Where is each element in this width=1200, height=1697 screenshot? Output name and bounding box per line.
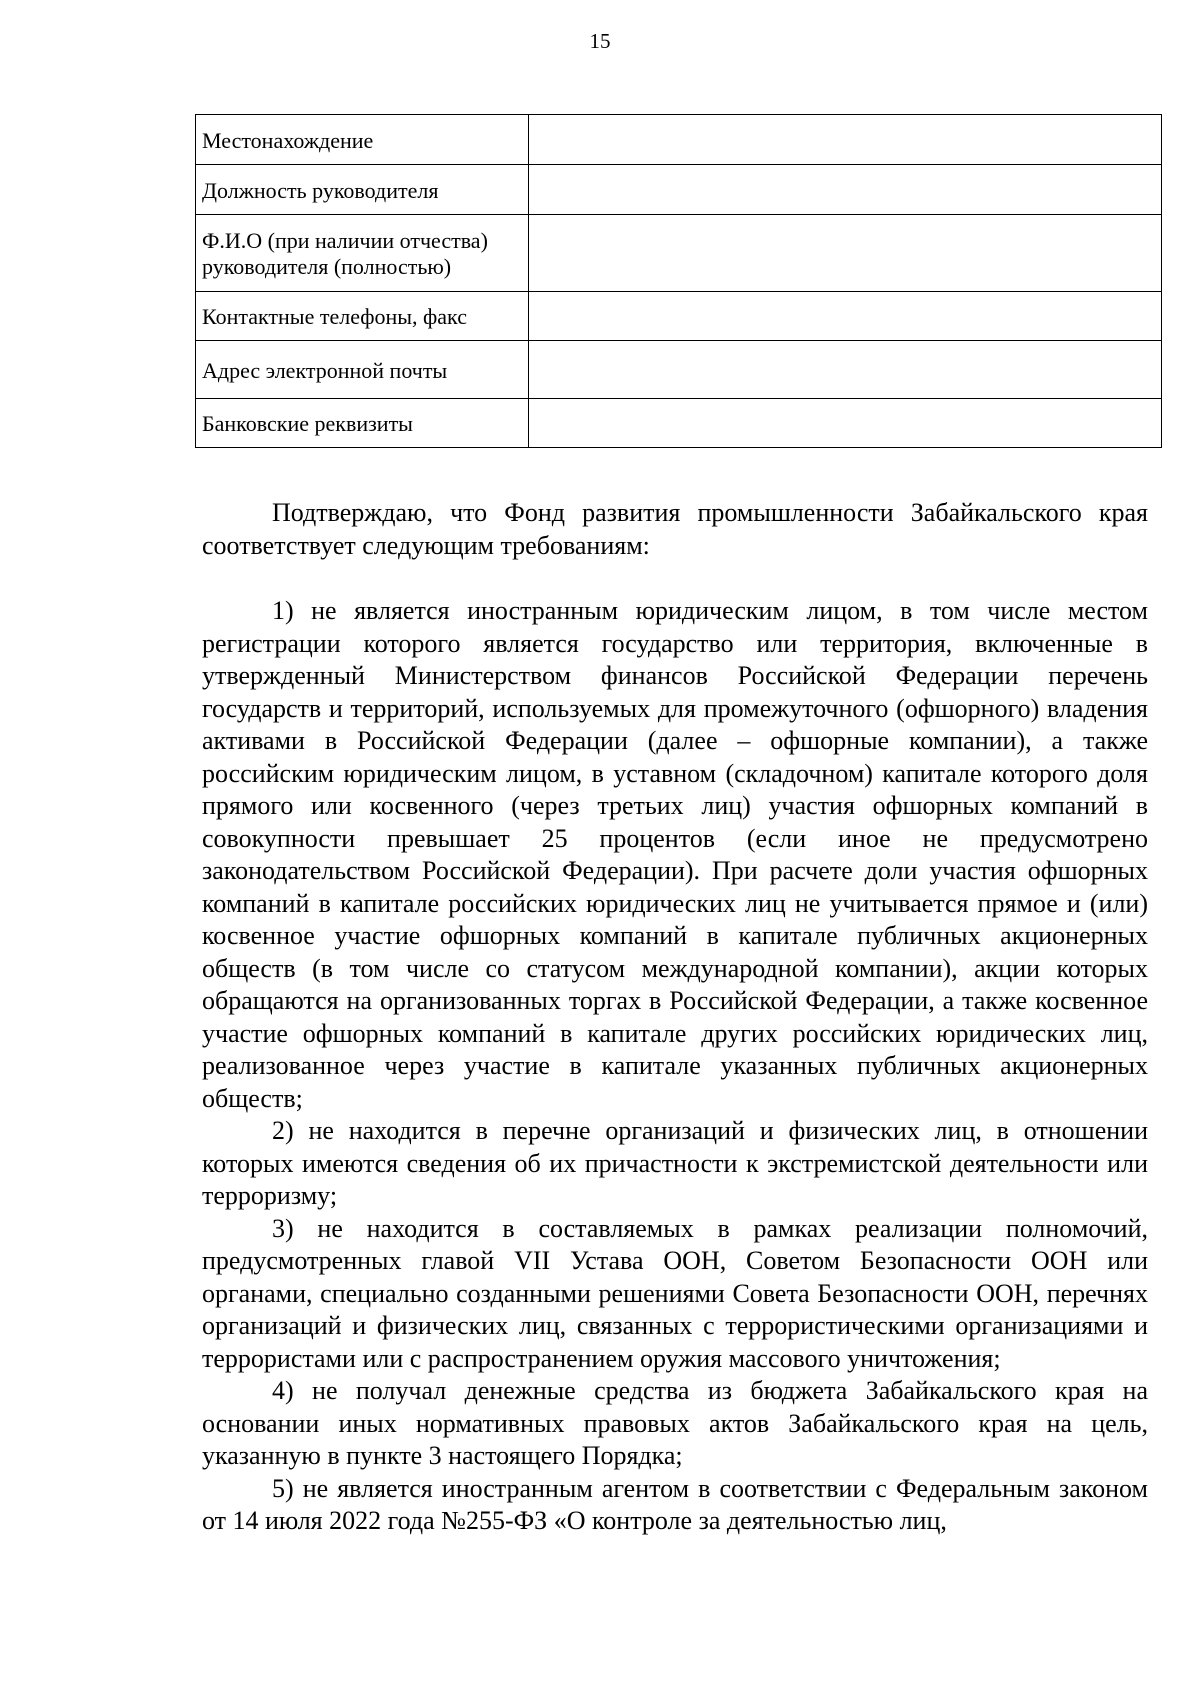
- row-label-location: Местонахождение: [196, 115, 529, 165]
- row-value-head-name[interactable]: [529, 215, 1162, 292]
- row-label-phones: Контактные телефоны, факс: [196, 292, 529, 341]
- organization-info-table: [195, 114, 1162, 448]
- requirement-item-5: 5) не является иностранным агентом в соответствии с Федеральным законом от 14 июля 2022 года №255-ФЗ «О контроле за деятельностью лиц,: [202, 1473, 1148, 1535]
- requirement-item-4: 4) не получал денежные средства из бюджета Забайкальского края на основании иных нормативных правовых актов Забайкальского края на цель, указанную в пункте 3 настоящего Порядка;: [202, 1376, 1148, 1470]
- table-row: [196, 292, 1162, 341]
- row-label-bank-details: Банковские реквизиты: [196, 399, 529, 448]
- page-number: 15: [589, 29, 611, 53]
- row-label-email: Адрес электронной почты: [196, 341, 529, 399]
- requirement-item-1: 1) не является иностранным юридическим лицом, в том числе местом регистрации которого является государство или территория, включенные в утвержденный Министерством финансов Российской Федерации перечень государств и территорий, используемых для промежуточного (офшорного) владения активами в Российской Федерации (далее – офшорные компании), а также российским юридическим лицом, в уставном (складочном) капитале которого доля прямого или косвенного (через третьих лиц) участия офшорных компаний в совокупности превышает 25 процентов (если иное не предусмотрено законодательством Российской Федерации). При расчете доли участия офшорных компаний в капитале российских юридических лиц не учитывается прямое и (или) косвенное участие офшорных компаний в капитале публичных акционерных обществ (в том числе со статусом международной компании), акции которых обращаются на организованных торгах в Российской Федерации, а также косвенное участие офшорных компаний в капитале других российских юридических лиц, реализованное через участие в капитале указанных публичных акционерных обществ;: [202, 596, 1148, 1113]
- table-row: [196, 115, 1162, 165]
- row-label-head-name: Ф.И.О (при наличии отчества) руководителя (полностью): [196, 215, 529, 292]
- requirement-item-2: 2) не находится в перечне организаций и физических лиц, в отношении которых имеются сведения об их причастности к экстремистской деятельности или терроризму;: [202, 1116, 1148, 1210]
- requirement-item-3: 3) не находится в составляемых в рамках реализации полномочий, предусмотренных главой VII Устава ООН, Советом Безопасности ООН или органами, специально созданными решениями Совета Безопасности ООН, перечнях организаций и физических лиц, связанных с террористическими организациями и террористами или с распространением оружия массового уничтожения;: [202, 1213, 1148, 1373]
- table-row: [196, 165, 1162, 215]
- row-value-location[interactable]: [529, 115, 1162, 165]
- intro-paragraph: Подтверждаю, что Фонд развития промышленности Забайкальского края соответствует следующим требованиям:: [202, 498, 1148, 560]
- table-row: [196, 215, 1162, 292]
- body-text: [202, 497, 1148, 1538]
- table-row: [196, 341, 1162, 399]
- table-row: [196, 399, 1162, 448]
- row-label-head-position: Должность руководителя: [196, 165, 529, 215]
- row-value-phones[interactable]: [529, 292, 1162, 341]
- row-value-head-position[interactable]: [529, 165, 1162, 215]
- row-value-email[interactable]: [529, 341, 1162, 399]
- row-value-bank-details[interactable]: [529, 399, 1162, 448]
